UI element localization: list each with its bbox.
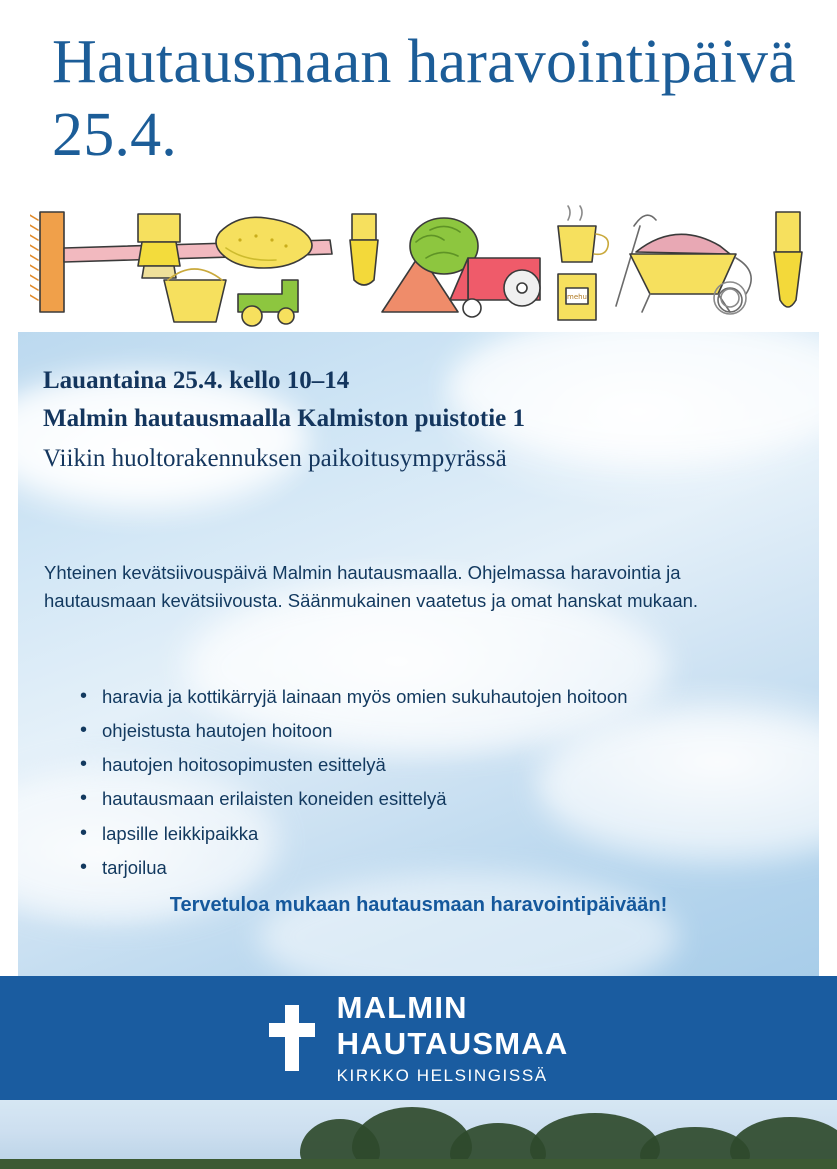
svg-text:mehu: mehu: [567, 293, 587, 301]
bottom-photo-band: [0, 1100, 837, 1169]
event-datetime: Lauantaina 25.4. kello 10–14: [43, 367, 350, 394]
trowel-icon: [350, 214, 378, 285]
event-description: Yhteinen kevätsiivouspäivä Malmin hautausmaalla. Ohjelmassa haravointia ja hautausmaan kevätsiivousta. Säänmukainen vaatetus ja omat hanskat mukaan.: [44, 562, 699, 612]
juice-carton-icon: [558, 274, 596, 320]
organization-logo: [269, 992, 569, 1084]
content-area: [18, 332, 819, 976]
program-list: [80, 685, 780, 890]
cross-icon: [269, 1005, 315, 1071]
list-item: • ohjeistusta hautojen hoitoon: [80, 719, 780, 742]
coffee-mug-icon: [558, 206, 608, 262]
logo-line-2: HAUTAUSMAA: [336, 1026, 569, 1061]
wheelbarrow-with-soil-icon: [630, 234, 751, 312]
yellow-bucket-icon: [164, 269, 226, 322]
grass-strip: [0, 1159, 837, 1169]
title-area: [0, 0, 837, 196]
green-toy-tractor-icon: [238, 280, 298, 326]
list-item: • hautojen hoitosopimusten esittelyä: [80, 753, 780, 776]
event-location: Malmin hautausmaalla Kalmiston puistotie 1: [43, 405, 525, 432]
red-wheelbarrow-box-icon: [450, 258, 540, 317]
logo-line-1: MALMIN: [336, 990, 468, 1025]
list-item: • hautausmaan erilaisten koneiden esittelyä: [80, 787, 780, 810]
event-meeting-point: Viikin huoltorakennuksen paikoitusympyrässä: [43, 445, 507, 472]
welcome-message: Tervetuloa mukaan hautausmaan haravointipäivään!: [169, 894, 668, 916]
list-item: • lapsille leikkipaikka: [80, 822, 780, 845]
page-title: Hautausmaan haravointipäivä 25.4.: [52, 28, 796, 170]
footer-band: [0, 976, 837, 1100]
logo-line-3: KIRKKO HELSINGISSÄ: [336, 1066, 548, 1085]
list-item: • haravia ja kottikärryjä lainaan myös omien sukuhautojen hoitoon: [80, 685, 780, 708]
garden-tools-illustration: [30, 196, 810, 332]
spade-icon: [774, 212, 802, 307]
yellow-brush-icon: [138, 214, 180, 278]
yellow-glove-icon: [216, 217, 312, 268]
logo-text: [337, 992, 569, 1084]
list-item: • tarjoilua: [80, 856, 780, 879]
content-inner: [18, 332, 819, 976]
